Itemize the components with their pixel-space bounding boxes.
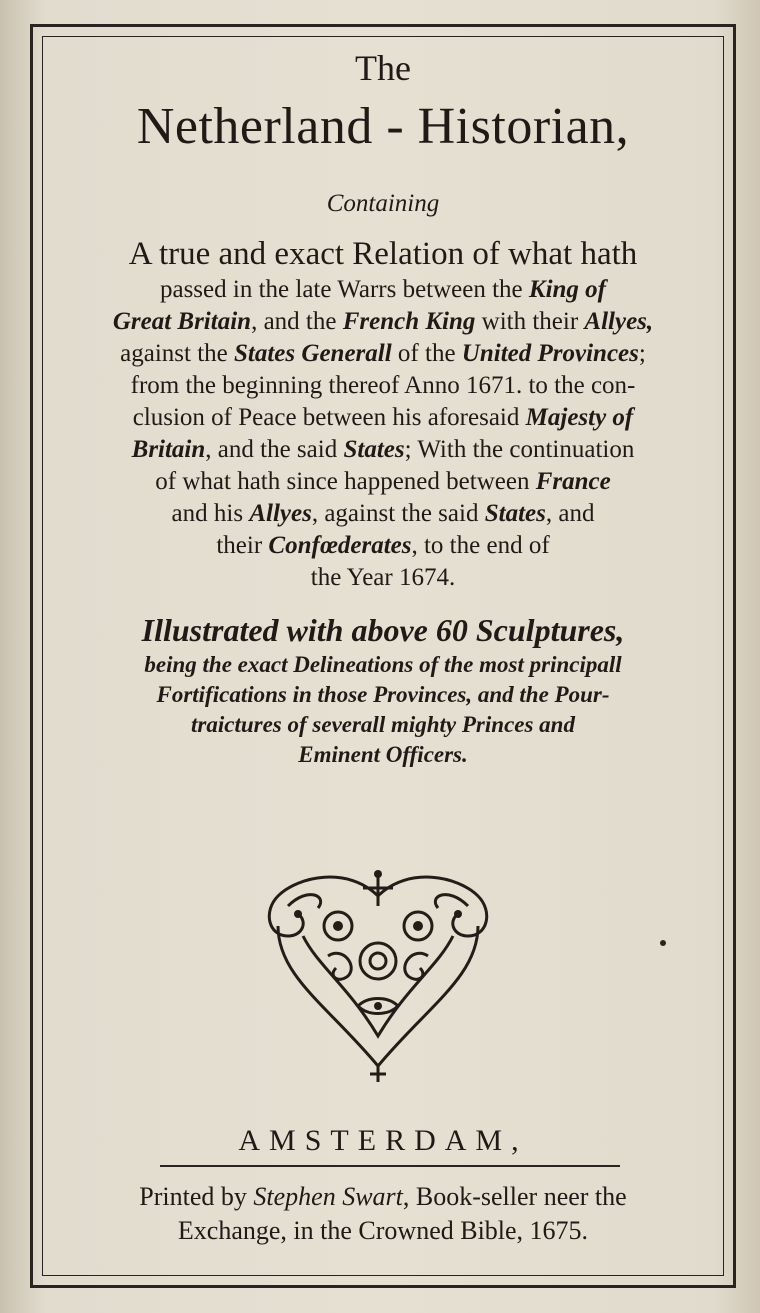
- imprint-line: Exchange, in the Crowned Bible, 1675.: [177, 1216, 589, 1245]
- imprint-line: Printed by Stephen Swart, Book-seller neer the: [139, 1182, 627, 1211]
- illustrations-line: Eminent Officers.: [298, 742, 468, 767]
- description-line: Britain, and the said States; With the continuation: [131, 436, 635, 463]
- illustrations-note: [48, 610, 718, 770]
- description-line: A true and exact Relation of what hath: [128, 236, 638, 272]
- illustrations-line: Illustrated with above 60 Sculptures,: [141, 612, 625, 648]
- description-line: their Confœderates, to the end of: [216, 532, 550, 559]
- ink-spot: [660, 940, 666, 946]
- description-line: from the beginning thereof Anno 1671. to the con-: [130, 372, 636, 399]
- printers-fleuron-icon: [258, 866, 498, 1086]
- description-line: and his Allyes, against the said States, and: [171, 500, 595, 527]
- title-the: The: [355, 48, 411, 88]
- imprint-rule: [160, 1165, 620, 1167]
- description-line: the Year 1674.: [310, 564, 456, 591]
- description-line: of what hath since happened between France: [155, 468, 611, 495]
- title-block: [48, 40, 718, 770]
- imprint: [48, 1180, 718, 1248]
- description-line: against the States Generall of the United Provinces;: [120, 340, 646, 367]
- illustrations-line: traictures of severall mighty Princes and: [191, 712, 575, 737]
- description-line: clusion of Peace between his aforesaid Majesty of: [132, 404, 634, 431]
- description-line: Great Britain, and the French King with their Allyes,: [112, 308, 654, 335]
- description-line: passed in the late Warrs between the King of: [159, 276, 607, 303]
- title-containing: Containing: [326, 190, 440, 217]
- illustrations-line: being the exact Delineations of the most principall: [144, 652, 622, 677]
- imprint-city: AMSTERDAM,: [238, 1124, 528, 1157]
- illustrations-line: Fortifications in those Provinces, and the Pour-: [156, 682, 610, 707]
- title-main: Netherland - Historian,: [136, 98, 630, 155]
- description: [48, 234, 718, 594]
